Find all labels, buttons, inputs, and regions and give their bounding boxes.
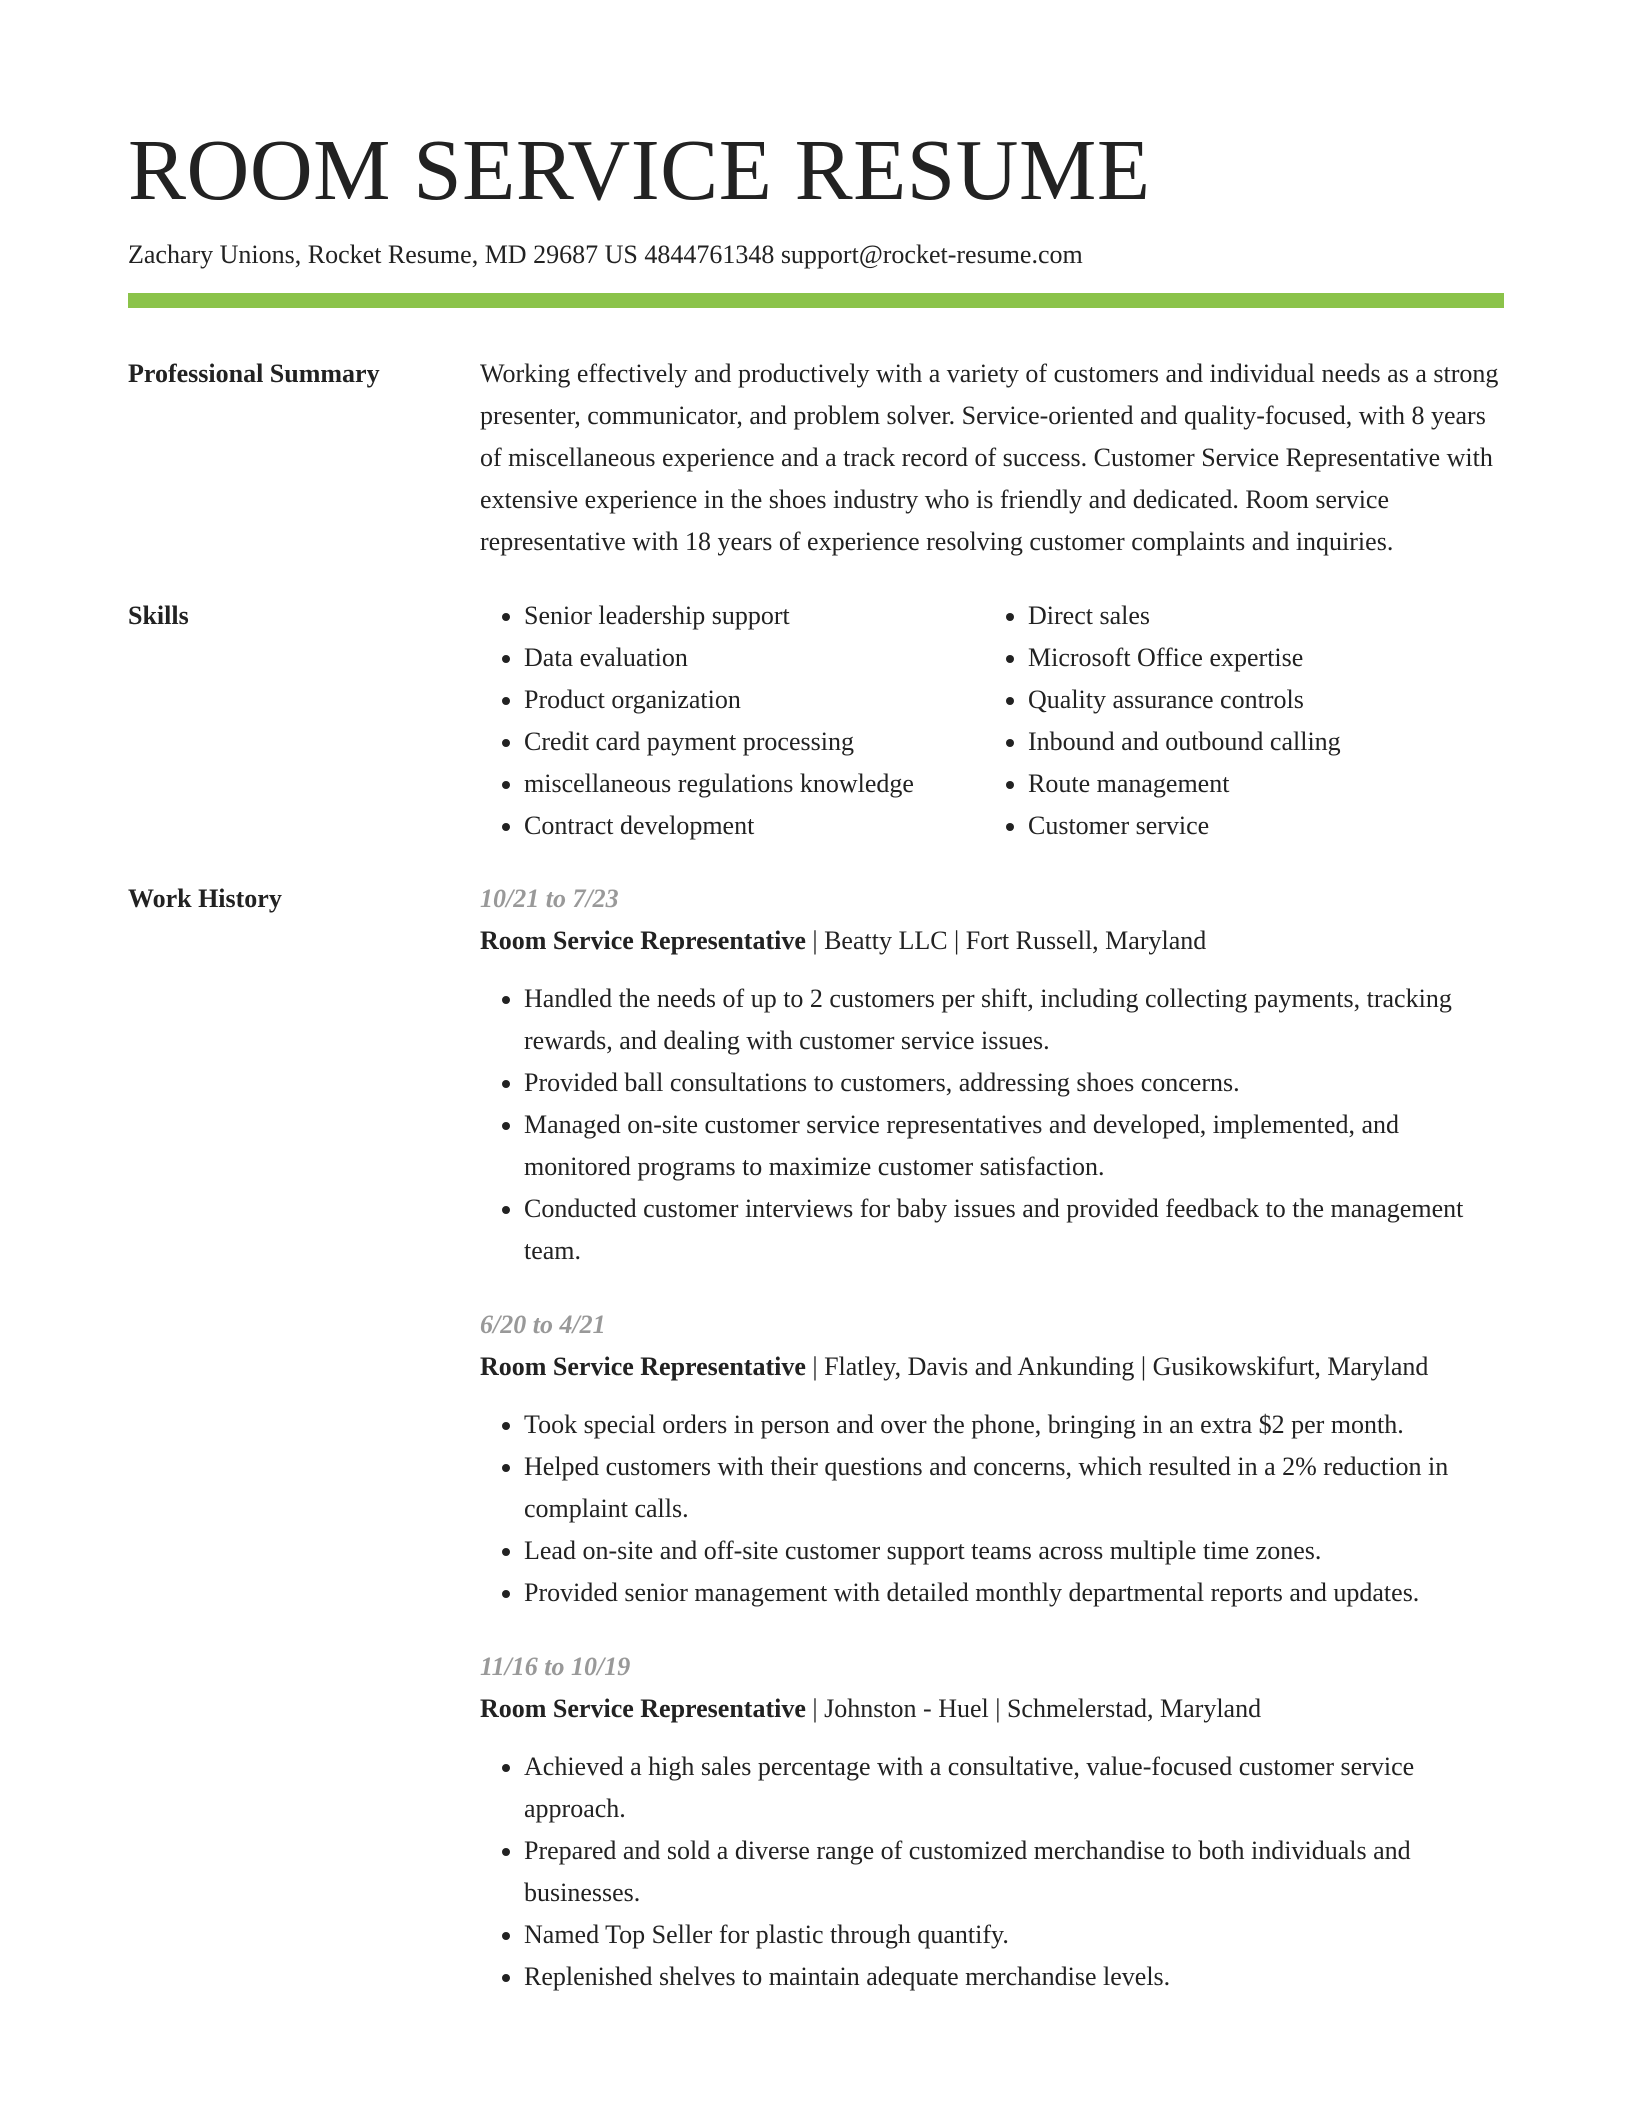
section-heading-work-history: Work History [128, 884, 282, 913]
job-bullet: • Managed on-site customer service representatives and developed, implemented, and monitored programs to maximize customer satisfaction. [524, 1104, 1504, 1188]
job-dates: 6/20 to 4/21 [480, 1310, 606, 1339]
skills-column-left [480, 595, 984, 847]
skill-item: • Quality assurance controls [1028, 679, 1488, 721]
section-heading-summary: Professional Summary [128, 359, 380, 388]
job-title: Room Service Representative [480, 926, 806, 955]
job-bullet: • Helped customers with their questions and concerns, which resulted in a 2% reduction in complaint calls. [524, 1446, 1504, 1530]
skill-item: • Inbound and outbound calling [1028, 721, 1488, 763]
skill-item: • Microsoft Office expertise [1028, 637, 1488, 679]
skill-item: • Direct sales [1028, 595, 1488, 637]
skill-item: • Contract development [524, 805, 984, 847]
job-bullet: • Replenished shelves to maintain adequate merchandise levels. [524, 1956, 1504, 1998]
job-bullet: • Provided senior management with detailed monthly departmental reports and updates. [524, 1572, 1504, 1614]
job-entry [480, 878, 1504, 1272]
accent-divider [128, 293, 1504, 308]
job-dates: 10/21 to 7/23 [480, 884, 619, 913]
skills-body [480, 595, 1504, 847]
job-title: Room Service Representative [480, 1352, 806, 1381]
work-history-section [128, 878, 1504, 2030]
professional-summary-section [128, 353, 1504, 563]
job-title: Room Service Representative [480, 1694, 806, 1723]
skill-item: • miscellaneous regulations knowledge [524, 763, 984, 805]
job-bullet: • Named Top Seller for plastic through quantify. [524, 1914, 1504, 1956]
job-bullet-list [480, 1404, 1504, 1614]
resume-title: ROOM SERVICE RESUME [128, 121, 1151, 218]
job-bullet: • Took special orders in person and over the phone, bringing in an extra $2 per month. [524, 1404, 1504, 1446]
skill-item: • Customer service [1028, 805, 1488, 847]
job-heading [480, 1346, 1504, 1388]
job-bullet: • Prepared and sold a diverse range of customized merchandise to both individuals and businesses. [524, 1830, 1504, 1914]
job-employer-location: | Johnston - Huel | Schmelerstad, Maryland [805, 1694, 1262, 1723]
job-heading [480, 1688, 1504, 1730]
skill-item: • Senior leadership support [524, 595, 984, 637]
summary-text: Working effectively and productively with a variety of customers and individual needs as a strong presenter, communicator, and problem solver. Service-oriented and quality-focused, with 8 years of miscellaneous experience and a track record of success. Customer Service Representative with extensive experience in the shoes industry who is friendly and dedicated. Room service representative with 18 years of experience resolving customer complaints and inquiries. [480, 359, 1499, 556]
job-bullet: • Provided ball consultations to customers, addressing shoes concerns. [524, 1062, 1504, 1104]
skill-item: • Credit card payment processing [524, 721, 984, 763]
job-bullet: • Conducted customer interviews for baby issues and provided feedback to the management team. [524, 1188, 1504, 1272]
skills-grid [480, 595, 1504, 847]
job-entry [480, 1646, 1504, 1998]
job-bullet-list [480, 978, 1504, 1272]
job-bullet: • Lead on-site and off-site customer support teams across multiple time zones. [524, 1530, 1504, 1572]
job-dates: 11/16 to 10/19 [480, 1652, 631, 1681]
job-employer-location: | Flatley, Davis and Ankunding | Gusikowskifurt, Maryland [805, 1352, 1429, 1381]
section-heading-skills: Skills [128, 601, 189, 630]
job-entry [480, 1304, 1504, 1614]
contact-line: Zachary Unions, Rocket Resume, MD 29687 US 4844761348 support@rocket-resume.com [128, 240, 1083, 269]
job-employer-location: | Beatty LLC | Fort Russell, Maryland [805, 926, 1207, 955]
skills-column-right [984, 595, 1488, 847]
job-bullet-list [480, 1746, 1504, 1998]
job-bullet: • Handled the needs of up to 2 customers per shift, including collecting payments, tracking rewards, and dealing with customer service issues. [524, 978, 1504, 1062]
skill-item: • Product organization [524, 679, 984, 721]
work-history-body [480, 878, 1504, 2030]
job-heading [480, 920, 1504, 962]
skill-item: • Data evaluation [524, 637, 984, 679]
skills-section [128, 595, 1504, 847]
skill-item: • Route management [1028, 763, 1488, 805]
resume-page [128, 118, 1504, 2030]
job-bullet: • Achieved a high sales percentage with a consultative, value-focused customer service approach. [524, 1746, 1504, 1830]
